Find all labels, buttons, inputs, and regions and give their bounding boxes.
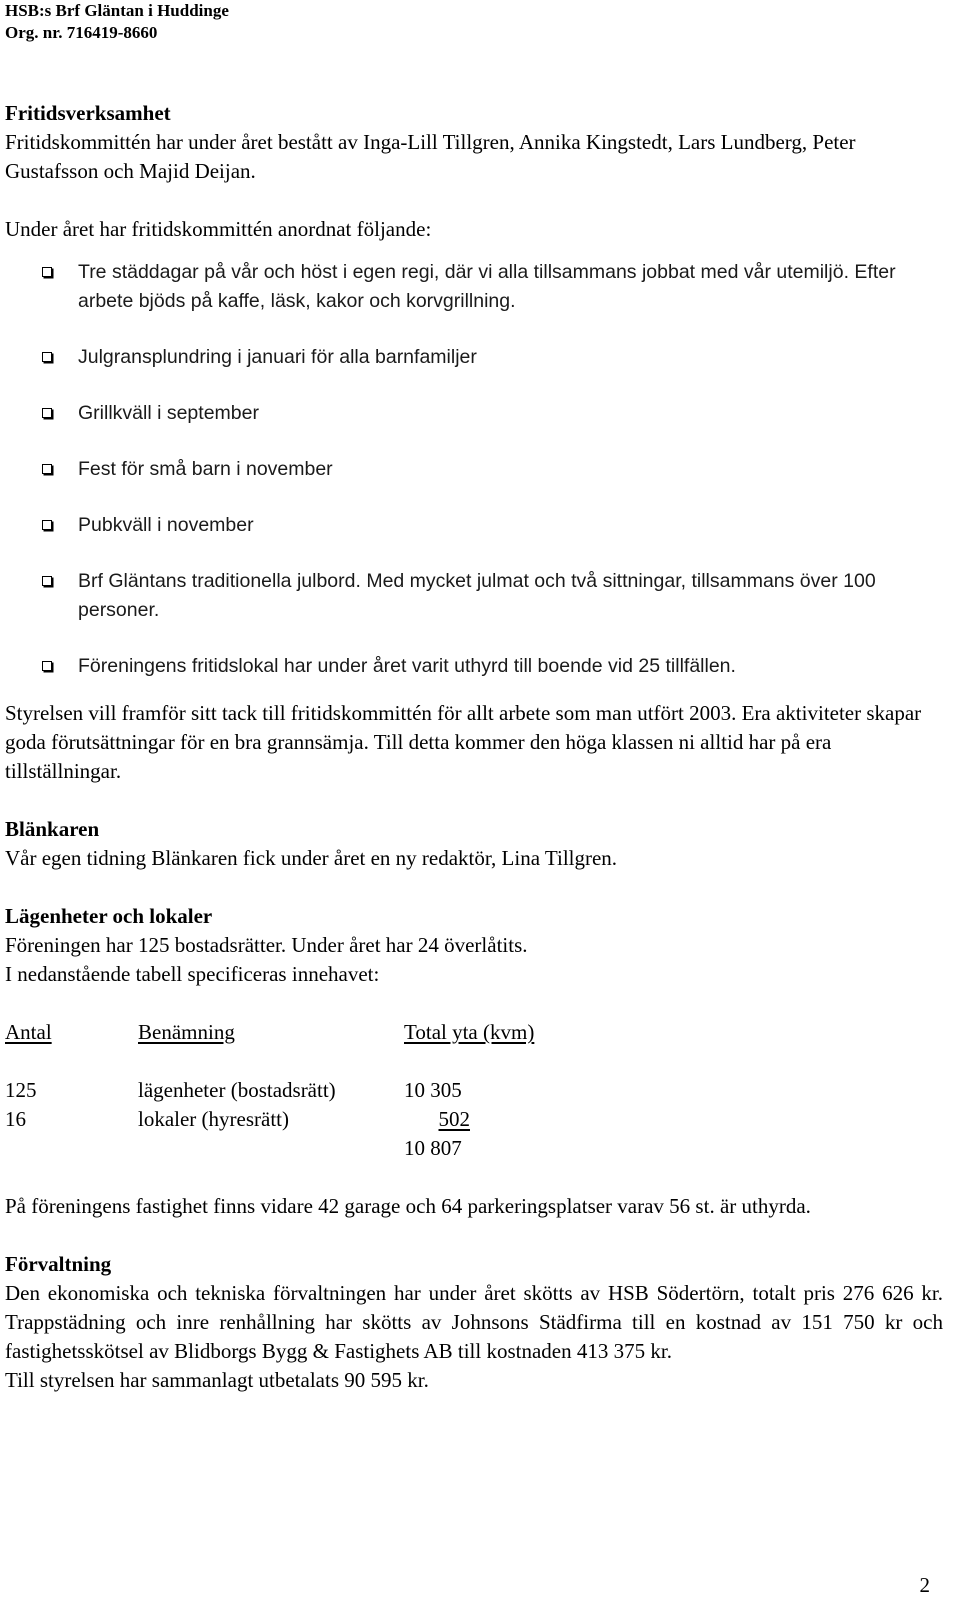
document-header: [5, 0, 229, 44]
table-cell-value: 502: [438, 1107, 470, 1131]
table-cell: lokaler (hyresrätt): [138, 1107, 290, 1131]
parking-paragraph: På föreningens fastighet finns vidare 42 garage och 64 parkeringsplatser varav 56 st. är uthyrda.: [5, 1194, 811, 1218]
section-fritidsverksamhet: [5, 99, 943, 786]
section-lagenheter: [5, 902, 943, 1221]
list-item: Fest för små barn i november: [5, 455, 943, 484]
list-item: Tre städdagar på vår och höst i egen regi, där vi alla tillsammans jobbat med vår utemiljö. Efter arbete bjöds på kaffe, läsk, kakor och korvgrillning.: [5, 258, 943, 316]
apartments-line: Föreningen har 125 bostadsrätter. Under året har 24 överlåtits.: [5, 933, 528, 957]
table-total-row: [5, 1134, 574, 1163]
table-cell: 125: [5, 1078, 37, 1102]
section-heading: Fritidsverksamhet: [5, 101, 171, 125]
association-name: HSB:s Brf Gläntan i Huddinge: [5, 1, 229, 20]
section-heading: Blänkaren: [5, 817, 100, 841]
activities-list: [5, 258, 943, 681]
column-header: Total yta (kvm): [404, 1020, 535, 1044]
checkbox-bullet-icon: [42, 520, 52, 530]
table-row: [5, 1076, 574, 1105]
table-intro-line: I nedanstående tabell specificeras innehavet:: [5, 962, 380, 986]
closing-paragraph: Styrelsen vill framför sitt tack till fritidskommittén för allt arbete som man utfört 2003. Era aktiviteter skapar goda förutsättningar för en bra grannsämja. Till detta kommer den höga klassen ni alltid har på era tillställningar.: [5, 701, 922, 783]
activities-lead: Under året har fritidskommittén anordnat följande:: [5, 217, 432, 241]
list-item: Pubkväll i november: [5, 511, 943, 540]
checkbox-bullet-icon: [42, 408, 52, 418]
column-header: Antal: [5, 1020, 52, 1044]
table-row: [5, 1105, 574, 1134]
checkbox-bullet-icon: [42, 352, 52, 362]
table-cell: [404, 1105, 574, 1134]
management-paragraph: Den ekonomiska och tekniska förvaltningen har under året skötts av HSB Södertörn, totalt pris 276 626 kr. Trappstädning och inre renhållning har skötts av Johnsons Städfirma till en kostnad av 151 750 kr och fastighetsskötsel av Blidborgs Bygg & Fastighets AB till kostnaden 413 375 kr.: [5, 1281, 943, 1363]
checkbox-bullet-icon: [42, 464, 52, 474]
table-cell: 10 305: [404, 1078, 462, 1102]
table-total: 10 807: [404, 1136, 462, 1160]
section-heading: Lägenheter och lokaler: [5, 904, 213, 928]
inventory-table: [5, 1018, 574, 1163]
committee-paragraph: Fritidskommittén har under året bestått av Inga-Lill Tillgren, Annika Kingstedt, Lars Lundberg, Peter Gustafsson och Majid Deijan.: [5, 130, 856, 183]
newsletter-paragraph: Vår egen tidning Blänkaren fick under året en ny redaktör, Lina Tillgren.: [5, 846, 618, 870]
list-item: Grillkväll i september: [5, 399, 943, 428]
page-number: 2: [919, 1573, 930, 1597]
list-item: Brf Gläntans traditionella julbord. Med mycket julmat och två sittningar, tillsammans över 100 personer.: [5, 567, 943, 625]
section-blankaren: [5, 815, 943, 873]
organization-number: Org. nr. 716419-8660: [5, 23, 158, 42]
checkbox-bullet-icon: [42, 267, 52, 277]
checkbox-bullet-icon: [42, 661, 52, 671]
section-heading: Förvaltning: [5, 1252, 112, 1276]
column-header: Benämning: [138, 1020, 235, 1044]
section-forvaltning: [5, 1250, 943, 1395]
checkbox-bullet-icon: [42, 576, 52, 586]
list-item: Julgransplundring i januari för alla barnfamiljer: [5, 343, 943, 372]
page-content: [5, 99, 943, 1395]
table-cell: lägenheter (bostadsrätt): [138, 1078, 336, 1102]
board-payout-line: Till styrelsen har sammanlagt utbetalats 90 595 kr.: [5, 1368, 429, 1392]
table-cell: 16: [5, 1107, 26, 1131]
table-header-row: [5, 1018, 574, 1047]
list-item: Föreningens fritidslokal har under året varit uthyrd till boende vid 25 tillfällen.: [5, 652, 943, 681]
